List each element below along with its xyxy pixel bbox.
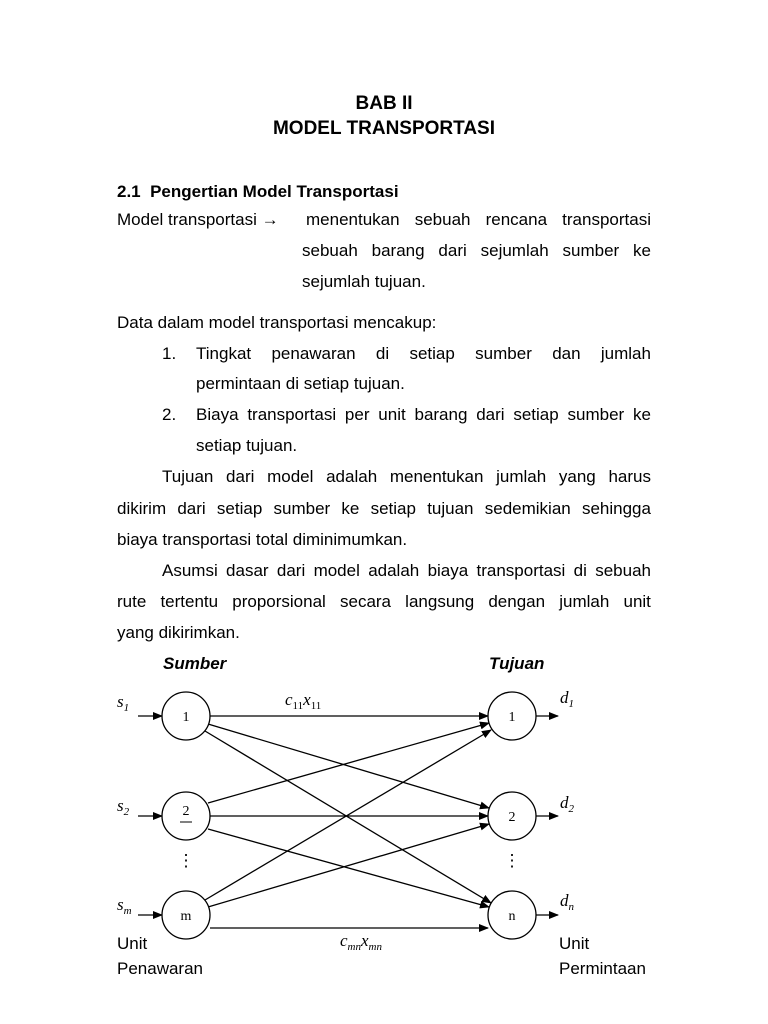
- word: proporsional: [232, 592, 326, 611]
- supply-footer-line-1: Unit: [117, 934, 148, 953]
- word: jumlah: [496, 467, 547, 486]
- word: setiap: [513, 405, 559, 424]
- word: yang: [558, 467, 596, 486]
- word: per: [344, 405, 370, 424]
- word: dari: [476, 405, 505, 424]
- word: dari: [177, 499, 206, 518]
- edge-1-2: [208, 724, 489, 808]
- word: sumber: [562, 241, 620, 260]
- word: Tujuan: [162, 467, 214, 486]
- word: transportasi: [476, 561, 566, 580]
- definition-term: Model transportasi →: [117, 210, 279, 229]
- para2-line-2: [117, 592, 651, 612]
- destination-node-n-label: n: [508, 909, 516, 924]
- word: setiap: [370, 499, 416, 518]
- list-item-1-number: 1.: [162, 344, 177, 363]
- word: rute: [117, 592, 147, 611]
- para1-line-2: [117, 499, 651, 519]
- arrow-icon: →: [261, 210, 279, 229]
- definition-line-3: sejumlah tujuan.: [302, 272, 426, 291]
- destination-header: Tujuan: [489, 654, 545, 673]
- para2-line-3: yang dikirimkan.: [117, 623, 240, 642]
- word: transportasi: [247, 405, 337, 424]
- word: dikirim: [117, 499, 167, 518]
- word: dengan: [488, 592, 546, 611]
- word: dari: [276, 561, 306, 580]
- edge-m-2: [208, 824, 489, 907]
- word: tujuan: [427, 499, 474, 518]
- demand-footer-line-2: Permintaan: [559, 959, 646, 978]
- chapter-label: BAB II: [355, 93, 413, 114]
- source-node-2-label: 2: [182, 804, 190, 819]
- word: dasar: [226, 561, 269, 580]
- word: unit: [623, 592, 651, 611]
- word: jumlah: [559, 592, 610, 611]
- word: sejumlah: [480, 241, 549, 260]
- list-item-2-number: 2.: [162, 405, 177, 424]
- chapter-title: MODEL TRANSPORTASI: [272, 118, 496, 139]
- demand-label-2: $d_2$: [560, 793, 574, 815]
- word: sebuah: [595, 561, 651, 580]
- section-heading: [117, 182, 399, 202]
- word: model: [267, 467, 314, 486]
- edge-2-1: [208, 723, 489, 803]
- word: model: [313, 561, 360, 580]
- word: rencana: [485, 210, 548, 229]
- word: transportasi: [562, 210, 651, 229]
- word: menentukan: [306, 210, 400, 229]
- word: sumber: [273, 499, 331, 518]
- word: sebuah: [302, 241, 358, 260]
- data-intro: Data dalam model transportasi mencakup:: [117, 313, 437, 332]
- word: jumlah: [600, 344, 651, 363]
- word: secara: [339, 592, 392, 611]
- section-title: Pengertian Model Transportasi: [150, 182, 399, 201]
- word: sebuah: [414, 210, 471, 229]
- edge-2-n: [208, 829, 489, 907]
- word: sumber: [475, 344, 532, 363]
- word: di: [573, 561, 587, 580]
- word: adalah: [368, 561, 420, 580]
- destination-node-2-label: 2: [508, 810, 516, 825]
- destination-ellipsis: ⋮: [503, 851, 521, 870]
- supply-footer-line-2: Penawaran: [117, 959, 204, 978]
- para1-line-3: biaya transportasi total diminimumkan.: [117, 530, 408, 549]
- list-item-1-line-2: permintaan di setiap tujuan.: [196, 374, 405, 393]
- edge-label-top: $c_{11}x_{11}$: [285, 690, 322, 712]
- word: dan: [552, 344, 581, 363]
- word: ke: [633, 241, 651, 260]
- word: langsung: [405, 592, 475, 611]
- supply-label-2: $s_2$: [117, 796, 130, 818]
- word: harus: [608, 467, 651, 486]
- para1-line-1: [162, 467, 651, 487]
- destination-node-1-label: 1: [508, 710, 516, 725]
- demand-label-1: $d_1$: [560, 688, 574, 710]
- supply-label-1: $s_1$: [117, 692, 130, 714]
- para2-line-1: [162, 561, 651, 581]
- word: adalah: [326, 467, 378, 486]
- word: unit: [378, 405, 406, 424]
- definition-line-1: [306, 210, 651, 230]
- word: menentukan: [389, 467, 484, 486]
- demand-label-n: $d_n$: [560, 891, 574, 913]
- edge-m-1: [205, 730, 491, 900]
- section-number: 2.1: [117, 182, 141, 201]
- word: setiap: [216, 499, 263, 518]
- list-item-2-line-2: setiap tujuan.: [196, 436, 298, 455]
- source-node-1-label: 1: [182, 710, 190, 725]
- word: tertentu: [160, 592, 219, 611]
- supply-label-m: $s_m$: [117, 895, 132, 917]
- word: barang: [371, 241, 425, 260]
- definition-line-2: [302, 241, 651, 261]
- word: sehingga: [581, 499, 651, 518]
- demand-footer-line-1: Unit: [559, 934, 590, 953]
- source-ellipsis: ⋮: [177, 851, 195, 870]
- word: biaya: [427, 561, 469, 580]
- word: barang: [414, 405, 468, 424]
- word: Biaya: [196, 405, 239, 424]
- transport-network-diagram: [0, 680, 768, 950]
- word: Asumsi: [162, 561, 218, 580]
- source-node-m-label: m: [180, 909, 192, 924]
- word: ke: [341, 499, 360, 518]
- word: dari: [226, 467, 255, 486]
- word: sumber: [567, 405, 625, 424]
- source-header: Sumber: [163, 654, 227, 673]
- word: sedemikian: [484, 499, 571, 518]
- edge-label-bottom: $c_{mn}x_{mn}$: [340, 931, 382, 950]
- list-item-1-line-1: [196, 344, 651, 364]
- word: di: [375, 344, 390, 363]
- word: Tingkat: [196, 344, 252, 363]
- word: ke: [632, 405, 651, 424]
- word: setiap: [409, 344, 455, 363]
- list-item-2-line-1: [196, 405, 651, 425]
- word: penawaran: [271, 344, 356, 363]
- edge-1-n: [205, 731, 491, 903]
- word: dari: [438, 241, 467, 260]
